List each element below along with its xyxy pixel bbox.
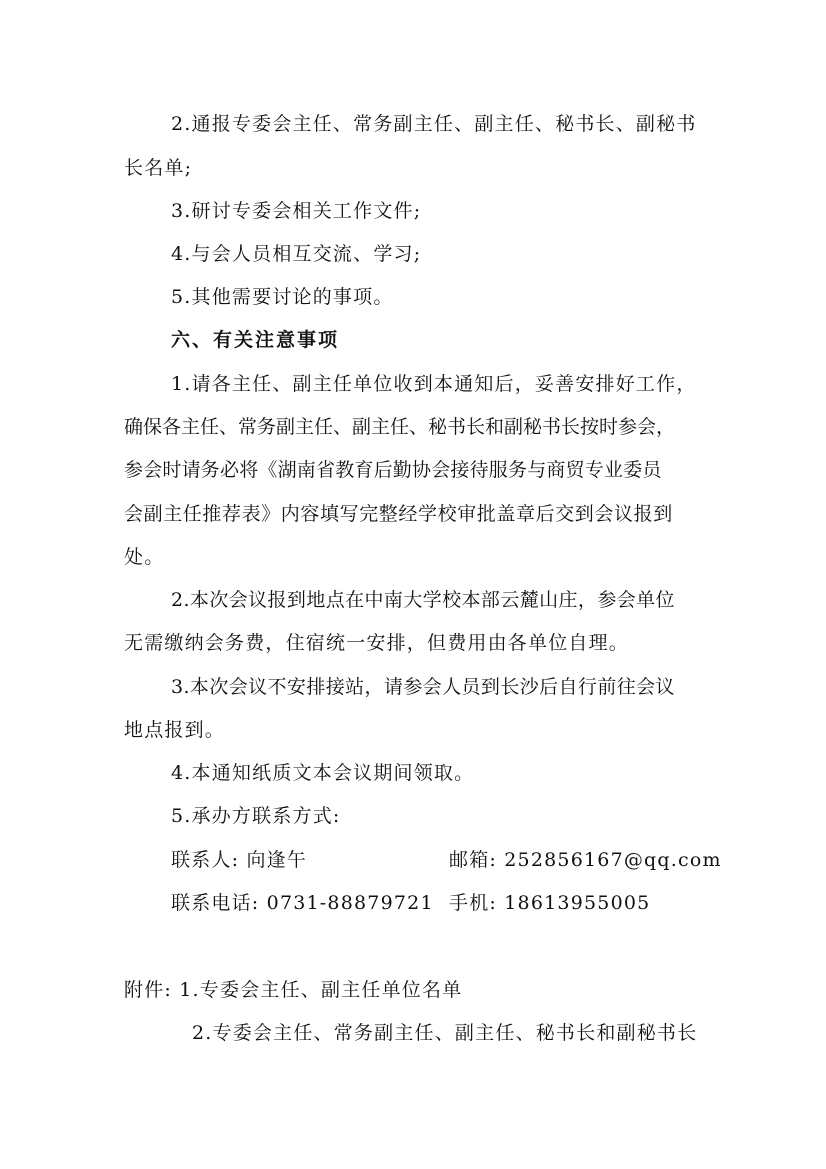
agenda-item-2-line-2: 长名单; [124, 157, 193, 179]
agenda-item-3: 3.研讨专委会相关工作文件; [171, 200, 422, 222]
note-5: 5.承办方联系方式: [171, 805, 341, 827]
note-1-line-4: 会副主任推荐表》内容填写完整经学校审批盖章后交到会议报到 [124, 503, 673, 525]
note-3-line-1: 3.本次会议不安排接站，请参会人员到长沙后自行前往会议 [171, 676, 675, 698]
note-2-line-1: 2.本次会议报到地点在中南大学校本部云麓山庄，参会单位 [171, 589, 675, 611]
contact-mobile-group [449, 891, 650, 915]
note-4: 4.本通知纸质文本会议期间领取。 [171, 762, 475, 784]
note-1-line-1: 1.请各主任、副主任单位收到本通知后，妥善安排好工作， [171, 373, 697, 395]
section-heading-notes: 六、有关注意事项 [171, 329, 340, 351]
attachments-label: 附件: [124, 979, 173, 1001]
agenda-item-4: 4.与会人员相互交流、学习; [171, 243, 422, 265]
contact-row-person-email [171, 848, 746, 872]
contact-mobile-value: 18613955005 [504, 892, 651, 914]
contact-phone-label: 联系电话: [171, 892, 260, 914]
contact-mobile-label: 手机: [449, 892, 498, 914]
contact-phone-value: 0731-88879721 [266, 892, 434, 914]
note-1-line-5: 处。 [124, 546, 165, 568]
attachments-line-1 [124, 978, 744, 1002]
note-1-line-2: 确保各主任、常务副主任、副主任、秘书长和副秘书长按时参会， [124, 416, 676, 438]
note-1-line-3: 参会时请务必将《湖南省教育后勤协会接待服务与商贸专业委员 [124, 459, 662, 481]
note-2-line-2: 无需缴纳会务费，住宿统一安排，但费用由各单位自理。 [124, 632, 630, 654]
contact-person-label: 联系人: [171, 849, 240, 871]
attachment-item-2: 2.专委会主任、常务副主任、副主任、秘书长和副秘书长 [192, 1022, 698, 1044]
contact-email-value: 252856167@qq.com [504, 849, 722, 871]
agenda-item-2-line-1: 2.通报专委会主任、常务副主任、副主任、秘书长、副秘书 [171, 113, 697, 135]
contact-person-value: 向逢午 [246, 849, 308, 871]
note-3-line-2: 地点报到。 [124, 719, 226, 741]
contact-email-label: 邮箱: [449, 849, 498, 871]
attachment-item-1: 1.专委会主任、副主任单位名单 [179, 979, 463, 1001]
agenda-item-5: 5.其他需要讨论的事项。 [171, 286, 394, 308]
contact-row-phone-mobile [171, 891, 746, 915]
contact-email-group [449, 848, 722, 872]
